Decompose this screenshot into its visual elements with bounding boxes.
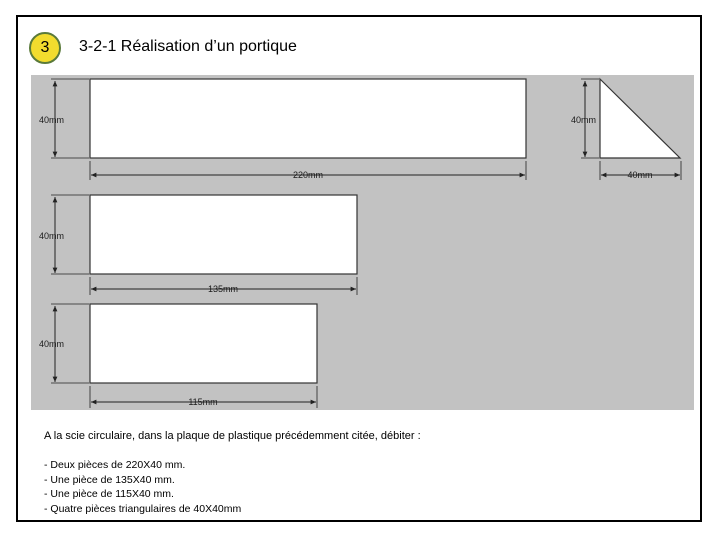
plate-220x40-width-label: 220mm xyxy=(292,170,324,180)
plate-135x40-height-label: 40mm xyxy=(39,231,65,241)
list-item: - Une pièce de 115X40 mm. xyxy=(44,488,174,500)
cut-list xyxy=(44,458,241,516)
triangle-40x40-shape xyxy=(600,79,680,158)
instructions-intro: A la scie circulaire, dans la plaque de plastique précédemment citée, débiter : xyxy=(44,430,421,442)
plate-135x40-width-label: 135mm xyxy=(207,284,239,294)
slide-title: 3-2-1 Réalisation d’un portique xyxy=(79,38,297,55)
plate-220x40-shape xyxy=(90,79,526,158)
plate-135x40-shape xyxy=(90,195,357,274)
plate-135x40 xyxy=(39,195,357,295)
plate-220x40 xyxy=(39,79,526,180)
list-item: - Deux pièces de 220X40 mm. xyxy=(44,459,186,471)
technical-drawing xyxy=(31,75,694,410)
drawing-svg xyxy=(31,75,694,410)
plate-115x40-width-label: 115mm xyxy=(188,397,218,407)
plate-115x40-shape xyxy=(90,304,317,383)
triangle-40x40 xyxy=(571,79,681,180)
list-item: - Une pièce de 135X40 mm. xyxy=(44,473,175,486)
slide-number: 3 xyxy=(40,39,50,56)
plate-115x40 xyxy=(39,304,317,408)
plate-115x40-height-label: 40mm xyxy=(39,339,65,349)
slide-number-badge xyxy=(29,32,61,64)
list-item: - Quatre pièces triangulaires de 40X40mm xyxy=(44,502,242,515)
triangle-40x40-height-label: 40mm xyxy=(571,115,597,125)
triangle-40x40-width-label: 40mm xyxy=(627,170,653,180)
plate-220x40-height-label: 40mm xyxy=(39,115,65,125)
